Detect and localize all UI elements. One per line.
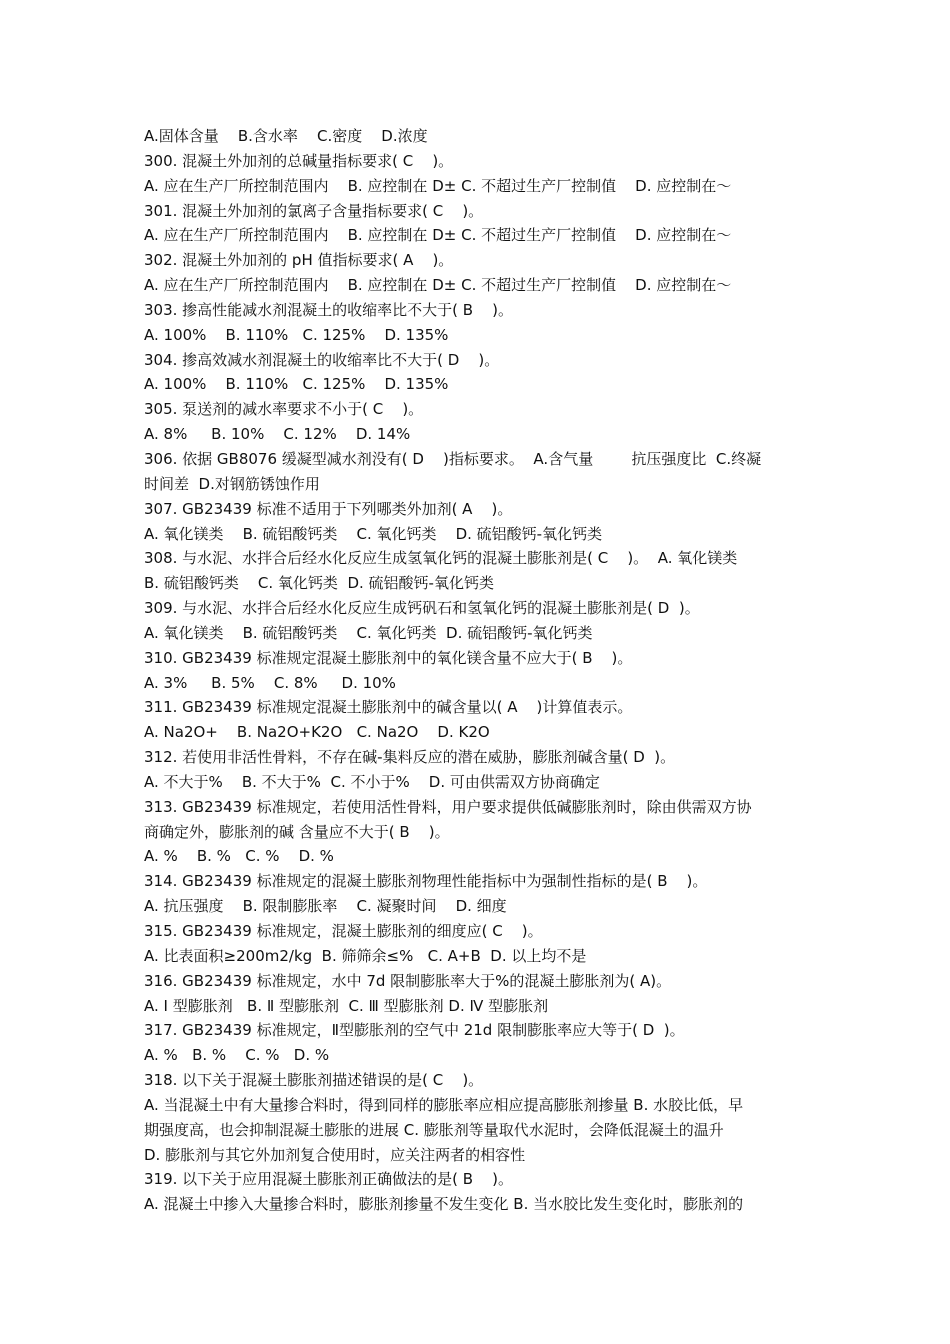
text-line: 312. 若使用非活性骨料，不存在碱-集料反应的潜在威胁，膨胀剂碱含量( D )。 xyxy=(144,748,676,767)
text-line: 301. 混凝土外加剂的氯离子含量指标要求( C )。 xyxy=(144,201,484,220)
text-line: A. 比表面积≥200m2/kg B. 筛筛余≤% C. A+B D. 以上均不是 xyxy=(144,946,587,965)
question-text-block xyxy=(144,124,812,1217)
text-line: 314. GB23439 标准规定的混凝土膨胀剂物理性能指标中为强制性指标的是( B )。 xyxy=(144,872,708,891)
text-line: 商确定外，膨胀剂的碱 含量应不大于( B )。 xyxy=(144,822,450,841)
text-line: A. 氧化镁类 B. 硫铝酸钙类 C. 氧化钙类 D. 硫铝酸钙-氧化钙类 xyxy=(144,524,603,543)
text-line: A. 应在生产厂所控制范围内 B. 应控制在 D± C. 不超过生产厂控制值 D. 应控制在～ xyxy=(144,176,732,195)
text-line: 319. 以下关于应用混凝土膨胀剂正确做法的是( B )。 xyxy=(144,1170,514,1189)
text-line: A. 应在生产厂所控制范围内 B. 应控制在 D± C. 不超过生产厂控制值 D. 应控制在～ xyxy=(144,276,732,295)
text-line: 306. 依据 GB8076 缓凝型减水剂没有( D )指标要求。 A.含气量 抗压强度比 C.终凝 xyxy=(144,449,762,468)
text-line: 302. 混凝土外加剂的 pH 值指标要求( A )。 xyxy=(144,251,454,270)
text-line: 318. 以下关于混凝土膨胀剂描述错误的是( C )。 xyxy=(144,1071,484,1090)
text-line: A. 抗压强度 B. 限制膨胀率 C. 凝聚时间 D. 细度 xyxy=(144,897,507,916)
text-line: 317. GB23439 标准规定，Ⅱ型膨胀剂的空气中 21d 限制膨胀率应大等于( D )。 xyxy=(144,1021,685,1040)
text-line: 310. GB23439 标准规定混凝土膨胀剂中的氧化镁含量不应大于( B )。 xyxy=(144,648,633,667)
text-line: 期强度高，也会抑制混凝土膨胀的进展 C. 膨胀剂等量取代水泥时，会降低混凝土的温升 xyxy=(144,1120,724,1139)
text-line: B. 硫铝酸钙类 C. 氧化钙类 D. 硫铝酸钙-氧化钙类 xyxy=(144,574,494,593)
text-line: A. 3% B. 5% C. 8% D. 10% xyxy=(144,673,396,692)
text-line: A. 应在生产厂所控制范围内 B. 应控制在 D± C. 不超过生产厂控制值 D. 应控制在～ xyxy=(144,226,732,245)
text-line: 303. 掺高性能减水剂混凝土的收缩率比不大于( B )。 xyxy=(144,300,514,319)
text-line: 307. GB23439 标准不适用于下列哪类外加剂( A )。 xyxy=(144,499,513,518)
text-line: A. Ⅰ 型膨胀剂 B. Ⅱ 型膨胀剂 C. Ⅲ 型膨胀剂 D. Ⅳ 型膨胀剂 xyxy=(144,996,549,1015)
text-line: A. 100% B. 110% C. 125% D. 135% xyxy=(144,375,449,394)
text-line: A. 8% B. 10% C. 12% D. 14% xyxy=(144,425,411,444)
text-line: A. 不大于% B. 不大于% C. 不小于% D. 可由供需双方协商确定 xyxy=(144,772,600,791)
text-line: A. % B. % C. % D. % xyxy=(144,1046,330,1065)
text-line: 304. 掺高效减水剂混凝土的收缩率比不大于( D )。 xyxy=(144,350,500,369)
text-line: A. 当混凝土中有大量掺合料时，得到同样的膨胀率应相应提高膨胀剂掺量 B. 水胶比低，早 xyxy=(144,1095,744,1114)
text-line: A. 混凝土中掺入大量掺合料时，膨胀剂掺量不发生变化 B. 当水胶比发生变化时，膨胀剂的 xyxy=(144,1195,744,1214)
text-line: A. % B. % C. % D. % xyxy=(144,847,334,866)
text-line: 时间差 D.对钢筋锈蚀作用 xyxy=(144,474,320,493)
text-line: 305. 泵送剂的减水率要求不小于( C )。 xyxy=(144,400,424,419)
text-line: A. Na2O+ B. Na2O+K2O C. Na2O D. K2O xyxy=(144,723,490,742)
text-line: 309. 与水泥、水拌合后经水化反应生成钙矾石和氢氧化钙的混凝土膨胀剂是( D )。 xyxy=(144,599,700,618)
text-line: 315. GB23439 标准规定，混凝土膨胀剂的细度应( C )。 xyxy=(144,922,543,940)
text-line: 311. GB23439 标准规定混凝土膨胀剂中的碱含量以( A )计算值表示。 xyxy=(144,698,633,717)
text-line: 316. GB23439 标准规定，水中 7d 限制膨胀率大于%的混凝土膨胀剂为( A)。 xyxy=(144,971,672,990)
text-line: D. 膨胀剂与其它外加剂复合使用时，应关注两者的相容性 xyxy=(144,1145,526,1164)
text-line: A. 100% B. 110% C. 125% D. 135% xyxy=(144,325,449,344)
text-line: 313. GB23439 标准规定，若使用活性骨料，用户要求提供低碱膨胀剂时，除由供需双方协 xyxy=(144,797,752,816)
text-line: A.固体含量 B.含水率 C.密度 D.浓度 xyxy=(144,127,428,145)
text-line: 300. 混凝土外加剂的总碱量指标要求( C )。 xyxy=(144,151,454,170)
text-line: A. 氧化镁类 B. 硫铝酸钙类 C. 氧化钙类 D. 硫铝酸钙-氧化钙类 xyxy=(144,623,593,642)
text-line: 308. 与水泥、水拌合后经水化反应生成氢氧化钙的混凝土膨胀剂是( C )。 A. 氧化镁类 xyxy=(144,549,738,568)
